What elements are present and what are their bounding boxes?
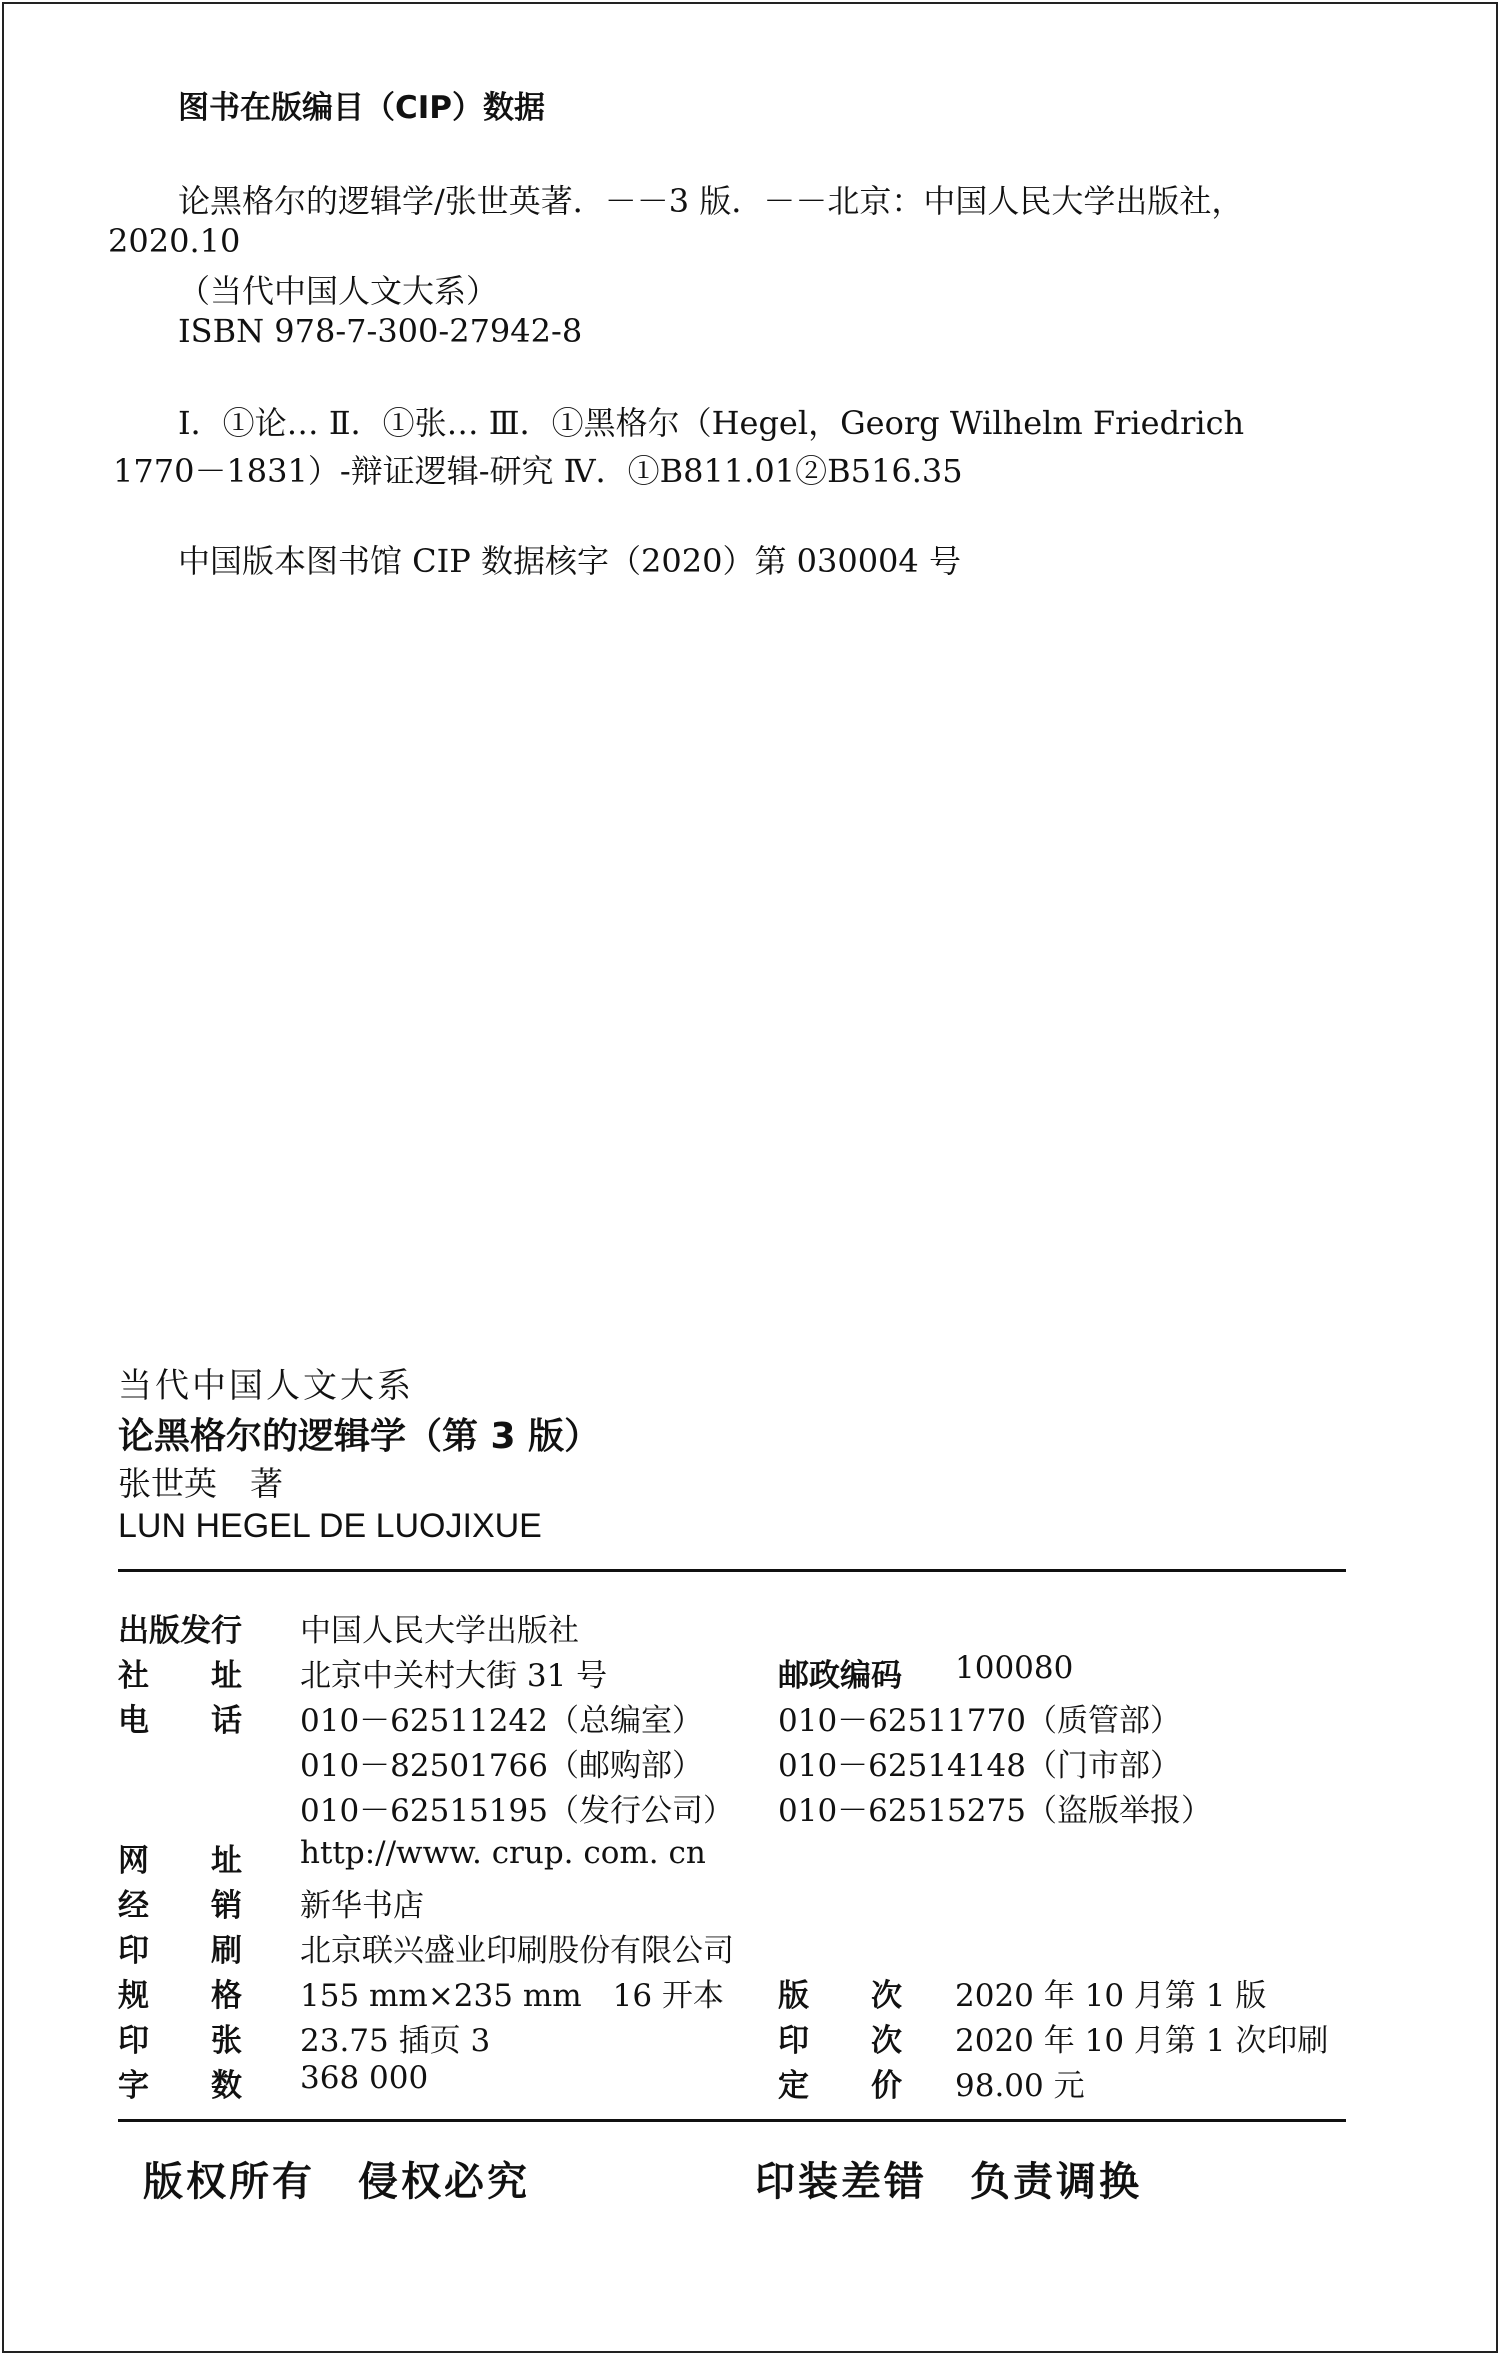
quality-notice: 印装差错 负责调换 [755, 2158, 1142, 2205]
cip-line-series: （当代中国人文大系） [178, 272, 499, 310]
printing-value: 2020 年 10 月第 1 次印刷 [955, 2023, 1329, 2059]
phone-right-3: 010－62515275（盗版举报） [778, 1793, 1212, 1829]
cip-line-subjects-cont: 1770－1831）-辩证逻辑-研究 Ⅳ．①B811.01②B516.35 [113, 452, 963, 490]
divider-bottom [118, 2119, 1346, 2122]
cip-line-subjects: Ⅰ．①论… Ⅱ．①张… Ⅲ．①黑格尔（Hegel，Georg Wilhelm Friedrich [178, 404, 1245, 442]
phone-left-1: 010－62511242（总编室） [300, 1703, 703, 1739]
phone-right-2: 010－62514148（门市部） [778, 1748, 1181, 1784]
words-value: 368 000 [300, 2060, 429, 2096]
price-value: 98.00 元 [955, 2068, 1085, 2104]
sheets-label: 印 张 [118, 2023, 242, 2059]
address-value: 北京中关村大街 31 号 [300, 1658, 608, 1694]
edition-value: 2020 年 10 月第 1 版 [955, 1978, 1267, 2014]
price-label: 定 价 [778, 2068, 902, 2104]
distributor-label: 经 销 [118, 1888, 242, 1924]
website-label: 网 址 [118, 1843, 242, 1879]
series-name: 当代中国人文大系 [118, 1366, 414, 1406]
cip-heading: 图书在版编目（CIP）数据 [178, 90, 546, 126]
book-title: 论黑格尔的逻辑学（第 3 版） [118, 1416, 601, 1457]
website-value: http://www. crup. com. cn [300, 1835, 706, 1871]
publisher-value: 中国人民大学出版社 [300, 1613, 579, 1649]
book-title-pinyin: LUN HEGEL DE LUOJIXUE [118, 1507, 542, 1545]
cip-line-isbn: ISBN 978-7-300-27942-8 [178, 312, 583, 350]
spec-value: 155 mm×235 mm 16 开本 [300, 1978, 724, 2014]
phone-label: 电 话 [118, 1703, 242, 1739]
spec-label: 规 格 [118, 1978, 242, 2014]
publisher-label: 出版发行 [118, 1613, 242, 1649]
book-author: 张世英 著 [118, 1464, 283, 1503]
cip-line-record: 中国版本图书馆 CIP 数据核字（2020）第 030004 号 [178, 542, 961, 580]
divider-top [118, 1569, 1346, 1572]
postcode-value: 100080 [955, 1650, 1074, 1686]
phone-left-2: 010－82501766（邮购部） [300, 1748, 703, 1784]
phone-left-3: 010－62515195（发行公司） [300, 1793, 734, 1829]
words-label: 字 数 [118, 2068, 242, 2104]
printer-label: 印 刷 [118, 1933, 242, 1969]
distributor-value: 新华书店 [300, 1888, 424, 1924]
copyright-notice: 版权所有 侵权必究 [143, 2158, 530, 2205]
postcode-label: 邮政编码 [778, 1658, 902, 1694]
phone-right-1: 010－62511770（质管部） [778, 1703, 1181, 1739]
printing-label: 印 次 [778, 2023, 902, 2059]
sheets-value: 23.75 插页 3 [300, 2023, 491, 2059]
cip-line-date: 2020.10 [108, 222, 241, 260]
address-label: 社 址 [118, 1658, 242, 1694]
cip-line-title: 论黑格尔的逻辑学/张世英著．－－3 版．－－北京：中国人民大学出版社， [178, 182, 1244, 220]
printer-value: 北京联兴盛业印刷股份有限公司 [300, 1933, 734, 1969]
edition-label: 版 次 [778, 1978, 902, 2014]
